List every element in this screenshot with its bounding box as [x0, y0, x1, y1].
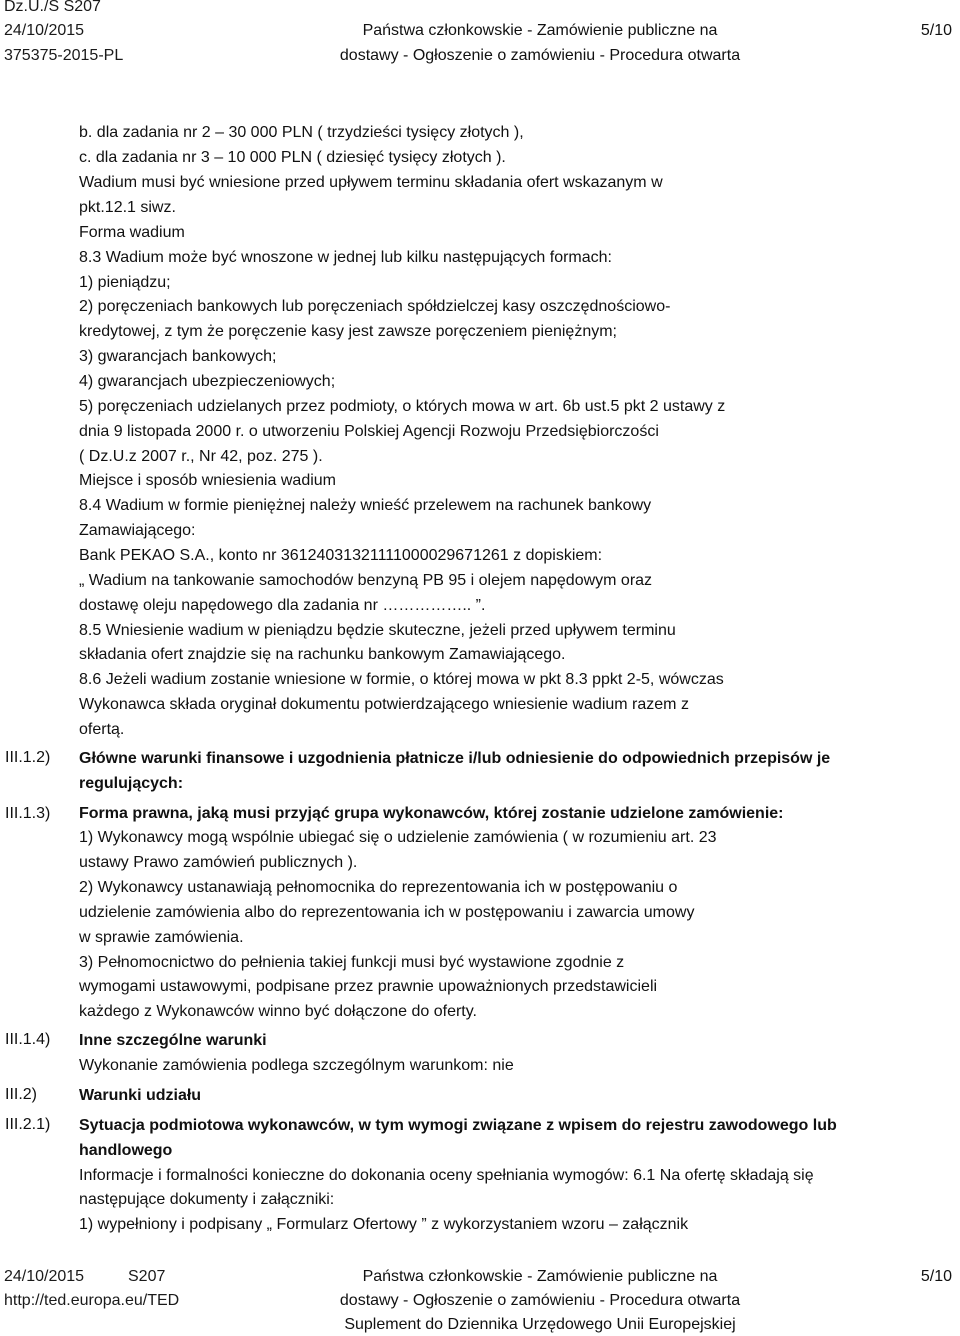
text-line: Wykonawca składa oryginał dokumentu potwierdzającego wniesienie wadium razem z — [79, 696, 689, 713]
text-line: 1) wypełniony i podpisany „ Formularz Ofertowy ” z wykorzystaniem wzoru – załącznik — [79, 1216, 689, 1233]
text-line: 3) Pełnomocnictwo do pełnienia takiej funkcji musi być wystawione zgodnie z — [79, 954, 625, 971]
section-number: III.1.4) — [5, 1031, 51, 1048]
header-title-line2: dostawy - Ogłoszenie o zamówieniu - Procedura otwarta — [339, 47, 741, 64]
text-line: 8.4 Wadium w formie pieniężnej należy wnieść przelewem na rachunek bankowy — [79, 497, 652, 514]
text-line: Zamawiającego: — [79, 522, 196, 539]
text-line: kredytowej, z tym że poręczenie kasy jest zawsze poręczeniem pieniężnym; — [79, 323, 617, 340]
text-line: 1) Wykonawcy mogą wspólnie ubiegać się o udzielenie zamówienia ( w rozumieniu art. 23 — [79, 829, 717, 846]
text-line: Wadium musi być wniesione przed upływem terminu składania ofert wskazanym w — [79, 174, 663, 191]
text-line: każdego z Wykonawców winno być dołączone do oferty. — [79, 1003, 477, 1020]
header-journal-ref: Dz.U./S S207 — [4, 0, 101, 15]
heading-line: regulujących: — [79, 775, 184, 792]
heading-line: Forma prawna, jaką musi przyjąć grupa wykonawców, której zostanie udzielone zamówienie: — [79, 805, 784, 822]
footer-title-line2: dostawy - Ogłoszenie o zamówieniu - Procedura otwarta — [339, 1292, 741, 1309]
text-line: Informacje i formalności konieczne do dokonania oceny spełniania wymogów: 6.1 Na ofertę składają się — [79, 1167, 814, 1184]
section-number: III.1.2) — [5, 749, 51, 766]
text-line: wymogami ustawowymi, podpisane przez prawnie upoważnionych przedstawicieli — [79, 978, 658, 995]
section-number: III.2.1) — [5, 1116, 51, 1133]
footer-code: S207 — [128, 1268, 166, 1285]
heading-line: handlowego — [79, 1142, 173, 1159]
text-line: c. dla zadania nr 3 – 10 000 PLN ( dziesięć tysięcy złotych ). — [79, 149, 506, 166]
text-line: „ Wadium na tankowanie samochodów benzyną PB 95 i olejem napędowym oraz — [79, 572, 653, 589]
text-line: Bank PEKAO S.A., konto nr 36124031321111000029671261 z dopiskiem: — [79, 547, 603, 564]
text-line: następujące dokumenty i załączniki: — [79, 1191, 335, 1208]
text-line: 2) Wykonawcy ustanawiają pełnomocnika do reprezentowania ich w postępowaniu o — [79, 879, 678, 896]
footer-page-number: 5/10 — [920, 1268, 952, 1285]
footer-title-line1: Państwa członkowskie - Zamówienie publiczne na — [362, 1268, 718, 1285]
page-footer — [0, 1262, 960, 1334]
text-line: udzielenie zamówienia albo do reprezentowania ich w postępowaniu i zawarcia umowy — [79, 904, 695, 921]
text-line: ustawy Prawo zamówień publicznych ). — [79, 854, 358, 871]
text-line: ( Dz.U.z 2007 r., Nr 42, poz. 275 ). — [79, 448, 323, 465]
text-line: 5) poręczeniach udzielanych przez podmioty, o których mowa w art. 6b ust.5 pkt 2 ustawy z — [79, 398, 726, 415]
text-line: 4) gwarancjach ubezpieczeniowych; — [79, 373, 336, 390]
text-line: Miejsce i sposób wniesienia wadium — [79, 472, 337, 489]
page-header — [0, 0, 960, 80]
footer-supplement: Suplement do Dziennika Urzędowego Unii Europejskiej — [344, 1316, 736, 1333]
header-notice-id: 375375-2015-PL — [4, 47, 124, 64]
text-line: dostawę oleju napędowego dla zadania nr …………….. ”. — [79, 597, 486, 614]
text-line: ofertą. — [79, 721, 125, 738]
text-line: w sprawie zamówienia. — [79, 929, 244, 946]
text-line: Forma wadium — [79, 224, 185, 241]
footer-url-link[interactable]: http://ted.europa.eu/TED — [4, 1292, 180, 1309]
heading-line: Główne warunki finansowe i uzgodnienia płatnicze i/lub odniesienie do odpowiednich przepisów je — [79, 750, 831, 767]
section-number: III.2) — [5, 1086, 38, 1103]
text-line: 8.3 Wadium może być wnoszone w jednej lub kilku następujących formach: — [79, 249, 612, 266]
heading-line: Inne szczególne warunki — [79, 1032, 267, 1049]
heading-line: Warunki udziału — [79, 1087, 202, 1104]
text-line: pkt.12.1 siwz. — [79, 199, 176, 216]
heading-line: Sytuacja podmiotowa wykonawców, w tym wymogi związane z wpisem do rejestru zawodowego lub — [79, 1117, 837, 1134]
text-line: 8.6 Jeżeli wadium zostanie wniesione w formie, o której mowa w pkt 8.3 ppkt 2-5, wówczas — [79, 671, 724, 688]
text-line: 1) pieniądzu; — [79, 274, 171, 291]
header-page-number: 5/10 — [920, 22, 952, 39]
text-line: b. dla zadania nr 2 – 30 000 PLN ( trzydzieści tysięcy złotych ), — [79, 124, 524, 141]
text-line: dnia 9 listopada 2000 r. o utworzeniu Polskiej Agencji Rozwoju Przedsiębiorczości — [79, 423, 659, 440]
header-title-line1: Państwa członkowskie - Zamówienie publiczne na — [362, 22, 718, 39]
section-number: III.1.3) — [5, 805, 51, 822]
text-line: 8.5 Wniesienie wadium w pieniądzu będzie skuteczne, jeżeli przed upływem terminu — [79, 622, 676, 639]
footer-date: 24/10/2015 — [4, 1268, 85, 1285]
text-line: 2) poręczeniach bankowych lub poręczeniach spółdzielczej kasy oszczędnościowo- — [79, 298, 671, 315]
text-line: składania ofert znajdzie się na rachunku bankowym Zamawiającego. — [79, 646, 566, 663]
text-line: Wykonanie zamówienia podlega szczególnym warunkom: nie — [79, 1057, 514, 1074]
header-date: 24/10/2015 — [4, 22, 85, 39]
text-line: 3) gwarancjach bankowych; — [79, 348, 277, 365]
